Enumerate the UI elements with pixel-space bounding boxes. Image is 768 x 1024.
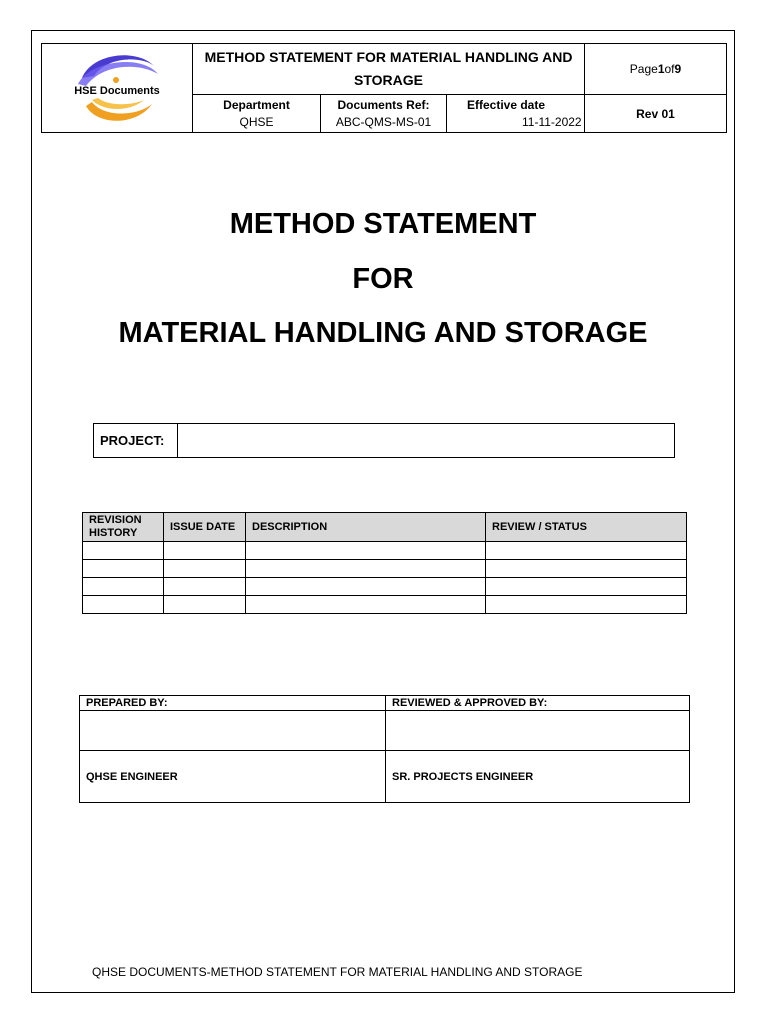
- table-cell: [164, 596, 246, 614]
- table-cell: [83, 560, 164, 578]
- department-label: Department: [223, 98, 290, 112]
- table-cell: [486, 596, 687, 614]
- reviewed-role: SR. PROJECTS ENGINEER: [386, 751, 690, 803]
- page-prefix: Page: [629, 62, 658, 76]
- page-total: 9: [674, 62, 682, 76]
- table-cell: [164, 542, 246, 560]
- table-cell: [486, 578, 687, 596]
- col-review-status: REVIEW / STATUS: [486, 513, 687, 542]
- signoff-header-row: [80, 696, 690, 711]
- logo-cell: [42, 44, 193, 132]
- project-label: PROJECT:: [94, 424, 178, 457]
- page-of: of: [664, 62, 675, 76]
- revision-table: [82, 512, 687, 614]
- role-row: [80, 751, 690, 803]
- reviewed-by-label: REVIEWED & APPROVED BY:: [386, 696, 690, 711]
- department-value: QHSE: [239, 115, 274, 129]
- prepared-by-label: PREPARED BY:: [80, 696, 386, 711]
- table-cell: [83, 542, 164, 560]
- page-indicator: [585, 44, 726, 95]
- signature-row: [80, 711, 690, 751]
- revision-table-header: [83, 513, 687, 542]
- doc-ref-label: Documents Ref:: [337, 98, 430, 112]
- table-row: [83, 596, 687, 614]
- revision-number: Rev 01: [636, 106, 675, 121]
- document-title-header: METHOD STATEMENT FOR MATERIAL HANDLING AND STORAGE: [193, 44, 585, 95]
- table-cell: [83, 578, 164, 596]
- page-current: 1: [657, 62, 665, 76]
- col-description: DESCRIPTION: [246, 513, 486, 542]
- table-cell: [164, 560, 246, 578]
- main-title-line-1: METHOD STATEMENT: [229, 208, 537, 240]
- main-title-line-3: MATERIAL HANDLING AND STORAGE: [118, 317, 648, 349]
- table-cell: [246, 560, 486, 578]
- effective-date-value: 11-11-2022: [522, 115, 582, 129]
- reviewed-signature-area: [386, 711, 690, 751]
- table-cell: [486, 560, 687, 578]
- table-cell: [83, 596, 164, 614]
- effective-date-label: Effective date: [467, 98, 546, 112]
- prepared-role: QHSE ENGINEER: [80, 751, 386, 803]
- department-cell: [193, 95, 321, 132]
- table-cell: [246, 578, 486, 596]
- col-revision-history: REVISION HISTORY: [83, 513, 164, 542]
- main-title-line-2: FOR: [352, 263, 414, 295]
- col-issue-date: ISSUE DATE: [164, 513, 246, 542]
- signoff-table: [79, 695, 690, 803]
- table-cell: [164, 578, 246, 596]
- hse-documents-logo: [72, 48, 162, 128]
- table-cell: [486, 542, 687, 560]
- doc-ref-cell: [321, 95, 447, 132]
- document-header: [41, 43, 727, 133]
- prepared-signature-area: [80, 711, 386, 751]
- doc-ref-value: ABC-QMS-MS-01: [335, 115, 432, 129]
- table-row: [83, 542, 687, 560]
- table-row: [83, 560, 687, 578]
- page-footer: QHSE DOCUMENTS-METHOD STATEMENT FOR MATERIAL HANDLING AND STORAGE: [92, 965, 583, 979]
- svg-text:HSE Documents: HSE Documents: [74, 85, 160, 97]
- table-row: [83, 578, 687, 596]
- project-box: [93, 423, 675, 458]
- table-cell: [246, 542, 486, 560]
- table-cell: [246, 596, 486, 614]
- effective-date-cell: [447, 95, 585, 132]
